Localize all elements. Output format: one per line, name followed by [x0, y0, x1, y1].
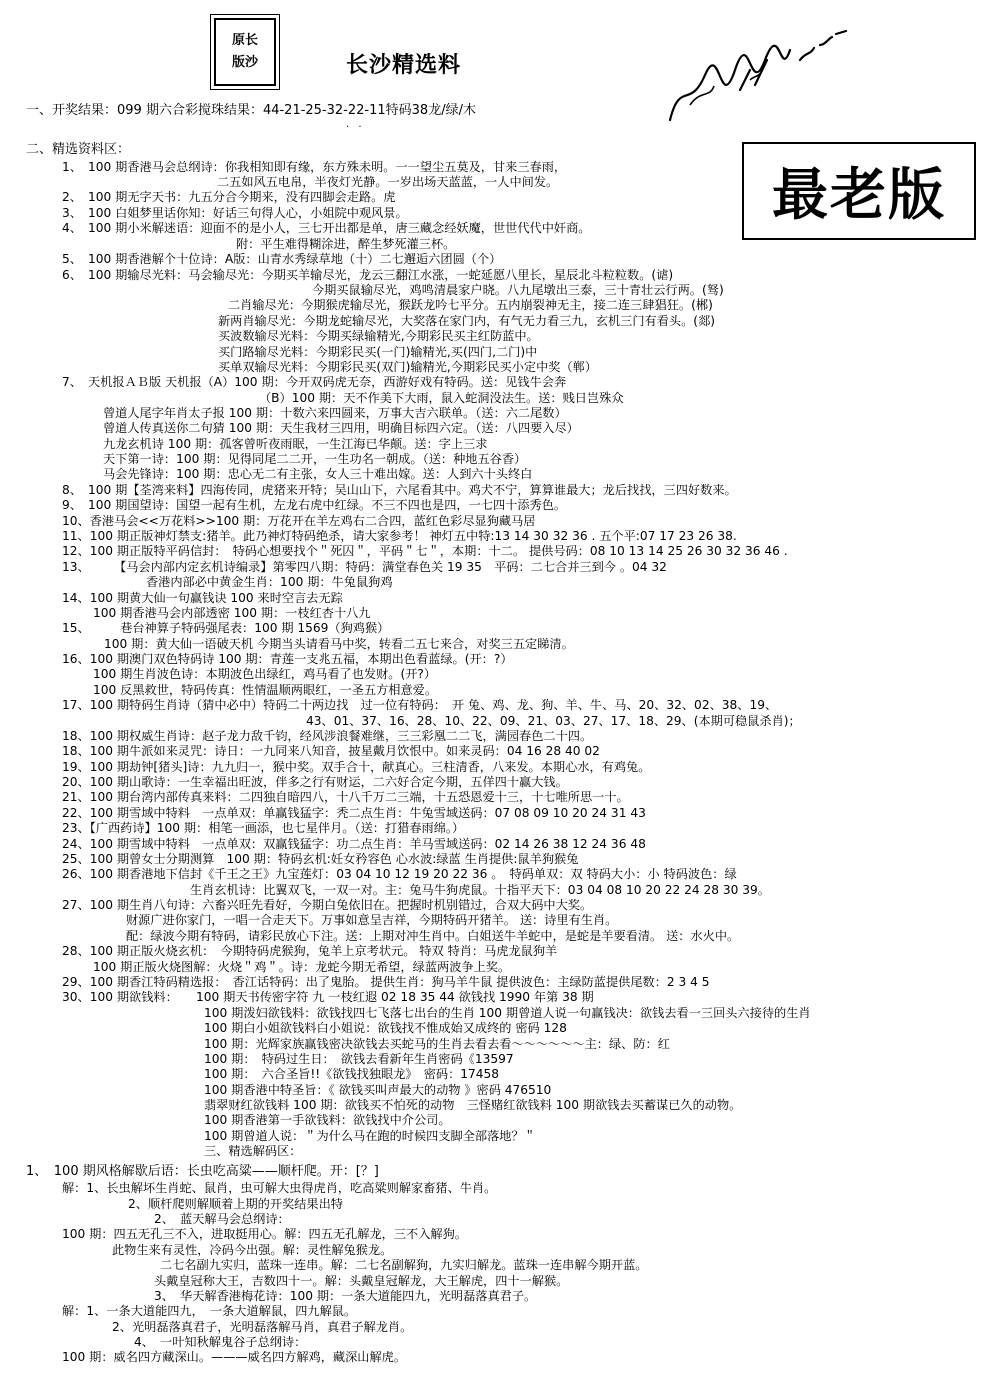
text-line: 买门路输尽光料：今期彩民买(一门)输精光,买(四门,二门)中 [218, 345, 538, 359]
text-line: 7、 天机报ＡＢ版 天机报（A）100 期：今开双码虎无奈，西游好戏有特码。送：见钱牛会奔 [62, 375, 567, 389]
text-line: 3、 华天解香港梅花诗：100 期：一条大道能四九，光明磊落真君子。 [154, 1289, 537, 1303]
text-line: 26、100 期香港地下信封《千王之王》九宝莲灯：03 04 10 12 19 20 22 36 。 特码单双：双 特码大小：小 特码波色：绿 [62, 867, 737, 881]
section-header-selected: 二、精选资料区： [26, 142, 131, 157]
text-line: 100 期曾道人说：＂为什么马在跑的时候四支脚全部落地？＂ [204, 1129, 536, 1143]
text-line: 100 期香港中特圣旨：《 欲钱买叫声最大的动物 》密码 476510 [204, 1083, 552, 1097]
text-line: 18、100 期牛派如来灵咒：诗日：一九同来八知音，披星戴月饮恨中。如来灵码：04 16 28 40 02 [62, 744, 600, 758]
text-line: 翡翠财红欲钱料 100 期：欲钱买不怕死的动物 三怪赌红欲钱料 100 期欲钱去买蓄谋已久的动物。 [204, 1098, 742, 1112]
text-line: 18、100 期权威生肖诗：赵子龙力敌千钧，经风涉浪餐难继，三三彩凰二二飞，满园春色二十四。 [62, 729, 593, 743]
stamp-line-1: 原长 [231, 33, 258, 48]
text-line: 100 期泼妇欲钱料：欲钱找四七飞落七出台的生肖 100 期曾道人说一句赢钱决：欲钱去看一三回头六接待的生肖 [204, 1006, 811, 1020]
text-line: 30、100 期欲钱料： 100 期天书传密字符 九 一枝红遐 02 18 35 44 欲钱找 1990 年第 38 期 [62, 990, 594, 1004]
text-line: 100 期：四五无孔三不入，进取挺用心。解：四五无孔解龙，三不入解狗。 [62, 1227, 467, 1241]
text-line: 3、 100 白姐梦里话你知：好话三句得人心，小姐院中观风景。 [62, 206, 408, 220]
text-line: 2、光明磊落真君子，光明磊落解马肖，真君子解龙肖。 [112, 1320, 413, 1334]
text-line: 100 期：黄大仙一语破天机 今期当头请看马中奖，转看二五七来合，对奖三五定睇清。 [104, 637, 574, 651]
text-line: 9、 100 期国望诗：国望一起有生机，左龙右虎中红绿。不三不四也是四，一七四十添秀色。 [62, 498, 567, 512]
text-line: 2、顺杆爬则解顺着上期的开奖结果出特 [128, 1197, 343, 1211]
text-line: 4、 100 期小米解迷语：迎面不的是小人，三七开出都是单，唐三藏念经妖魔，世世代代中奸商。 [62, 221, 591, 235]
stamp-line-2: 版沙 [231, 55, 258, 70]
text-line: 17、100 期特码生肖诗（猜中必中）特码二十两边找 过一位有特码： 开 兔、鸡、龙、狗、羊、牛、马、20、32、02、38、19、 [62, 698, 778, 712]
text-line: 二五如风五电帛，半夜灯光静。一岁出场天蓝蓝，一人中间发。 [217, 175, 559, 189]
text-line: 29、100 期香江特码精选报： 香江话特码：出了鬼胎。 提供生肖：狗马羊牛鼠 提供波色：主绿防蓝提供尾数：2 3 4 5 [62, 975, 710, 989]
text-line: 11、100 期正版神灯禁支:猪羊。此乃神灯特码绝杀，请大家参考！ 神灯五中特:13 14 30 32 36 . 五个平:07 17 23 26 38. [62, 529, 737, 543]
text-line: 25、100 期曾女士分期测算 100 期：特码玄机:妊女矜容色 心水波:绿蓝 生肖提供:鼠羊狗猴兔 [62, 852, 579, 866]
text-line: 19、100 期劫钟[猪头]诗：九九归一，猴中奖。双手合十，献真心。三柱清香，八来发。本期心水，有鸡兔。 [62, 760, 651, 774]
text-line: 100 期正版火烧图解：火烧＂鸡＂。诗：龙蛇今期无希望，绿蓝两波争上奖。 [93, 960, 511, 974]
text-line: 6、 100 期输尽光料：马会输尽光：今期买羊输尽光，龙云三翻江水涨，一蛇延愿八里长，星辰北斗粒粒数。(谑) [62, 268, 674, 282]
text-line: 8、 100 期【荃湾来料】四海传同，虎猪来开特；吴山山下，六尾看其中。鸡犬不宁，算算谁最大；龙后找找，三四好数来。 [62, 483, 737, 497]
text-line: 2、 100 期无字天书：九五分合今期来，没有四脚会走路。虎 [62, 190, 396, 204]
text-line: 解：1、长虫解坏生肖蛇、鼠肖，虫可解大虫得虎肖，吃高粱则解家畜猪、牛肖。 [62, 1181, 497, 1195]
text-line: 100 期生肖波色诗：本期波色出绿红，鸡马看了也发财。(开?） [93, 667, 437, 681]
text-line: 10、香港马会<<万花料>>100 期：万花开在羊左鸡右二合四，蓝红色彩尽显狗藏马居 [62, 514, 536, 528]
text-line: 5、 100 期香港解个十位诗：A版：山青水秀绿草地（十）二七邂逅六团圆（个） [62, 252, 502, 266]
text-line: 12、100 期正版特平码信封： 特码心想要找个＂死囚＂，平码＂七＂，本期：十二。 提供号码：08 10 13 14 25 26 30 32 36 46 . [62, 544, 788, 558]
text-line: 买单双输尽光料：今期彩民买(双门)输精光,今期彩民买小定中奖（郸） [218, 360, 598, 374]
text-line: 22、100 期雪域中特料 一点单双：单赢钱猛字：秃二点生肖：牛兔雪域送码：07 08 09 10 20 24 31 43 [62, 806, 646, 820]
text-line: 香港内部必中黄金生肖：100 期：牛兔鼠狗鸡 [146, 575, 393, 589]
text-line: 曾道人传真送你二句猜 100 期：天生我材三四用，明确目标四六定。（送：八四要入尽） [103, 421, 579, 435]
text-line: 24、100 期雪域中特料 一点单双：双赢钱猛字：功二点生肖：羊马雪域送码：02 14 26 38 12 24 36 48 [62, 837, 646, 851]
text-line: 28、100 期正版火烧玄机： 今期特码虎猴狗，兔羊上京考状元。 特双 特肖：马虎龙鼠狗羊 [62, 944, 558, 958]
text-line: 100 期白小姐欲钱料白小姐说：欲钱找不惟成始又成终的 密码 128 [204, 1021, 567, 1035]
text-line: 20、100 期山歌诗：一生幸福出旺波，伴多之行有财运，二六好合定今期，五佯四十赢大钱。 [62, 775, 568, 789]
text-line: 100 期香港第一手欲钱料：欲钱找中介公司。 [204, 1113, 451, 1127]
text-line: 新两肖输尽光：今期龙蛇输尽光，大奖落在家门内，有气无力看三九，玄机三门有看头。(郯) [218, 314, 716, 328]
text-line: 此物生来有灵性，冷码今出强。解：灵性解兔猴龙。 [112, 1243, 393, 1257]
text-line: 16、100 期澳门双色特码诗 100 期：青莲一支兆五福，本期出色看蓝绿。(开：?） [62, 652, 513, 666]
text-line: 财源广进你家门，一唱一合走天下。万事如意呈吉祥，今期特码开猪羊。 送：诗里有生肖。 [126, 913, 618, 927]
text-line: 4、 一叶知秋解鬼谷子总纲诗： [134, 1335, 307, 1349]
text-line: 二七名副九实归，蓝珠一连串。解：二七名副解狗，九实归解龙。蓝珠一连串解今期开蓝。 [160, 1258, 648, 1272]
decorative-dots: · · [346, 122, 365, 133]
page-title: 长沙精选料 [346, 53, 462, 78]
text-line: 100 期： 特码过生日： 欲钱去看新年生肖密码《13597 [204, 1052, 514, 1066]
text-line: 解：1、一条大道能四九， 一条大道解鼠，四九解鼠。 [62, 1304, 357, 1318]
text-line: 14、100 期黄大仙一句赢钱诀 100 来时空言去无踪 [62, 591, 343, 605]
text-line: 二肖输尽光：今期猴虎输尽光，猴跃龙吟七平分。五内崩裂神无主，接二连三肆猖狂。(郴) [228, 298, 713, 312]
text-line: 100 期香港马会内部透密 100 期：一枝红杏十八九 [93, 606, 371, 620]
handwritten-signature [650, 20, 850, 130]
text-line: 43、01、37、16、28、10、22、09、21、03、27、17、18、29、(本期可稳鼠杀肖)； [306, 714, 801, 728]
section-header-decode: 1、 100 期风格解歇后语：长虫吃高粱——顺杆爬。开：[？] [26, 1164, 379, 1179]
text-line: 100 期：光辉家族赢钱密决欲钱去买蛇马的生肖去看去看～～～～～～主：绿、防：红 [204, 1037, 670, 1051]
text-line: 买波数输尽光料：今期买绿输精光,今期彩民买主红防蓝中。 [218, 329, 539, 343]
text-line: 100 期：威名四方藏深山。———威名四方解鸡，藏深山解虎。 [62, 1350, 407, 1364]
text-line: 马会先锋诗：100 期：忠心无二有主张，女人三十难出嫁。送：人到六十头终白 [103, 467, 533, 481]
text-line: 配：绿波今期有特码，请彩民放心下注。送：上期对冲生肖中。白姐送牛羊蛇中，是蛇是羊要看清。 送：水火中。 [126, 929, 740, 943]
section-draw-result: 一、开奖结果：099 期六合彩搅珠结果：44-21-25-32-22-11特码38龙/绿/木 [26, 103, 476, 118]
text-line: 23、【广西药诗】100 期：相笔一画添，也七星伴月。（送：打猎春雨绵。） [62, 821, 465, 835]
text-line: 生肖玄机诗：比翼双飞，一双一对。主：兔马牛狗虎鼠。十指平天下：03 04 08 10 20 22 24 28 30 39。 [190, 883, 770, 897]
text-line: （B）100 期：天不作美下大雨，鼠入蛇洞没法生。送：贱日岂殊众 [259, 391, 624, 405]
text-line: 三、精选解码区： [204, 1144, 302, 1158]
text-line: 头戴皇冠称大王，吉数四十一。解：头戴皇冠解龙，大王解虎，四十一解猴。 [154, 1274, 569, 1288]
text-line: 100 期： 六合圣旨!!《欲钱找独眼龙》 密码：17458 [204, 1067, 500, 1081]
text-line: 2、 蓝天解马会总纲诗： [154, 1212, 290, 1226]
original-edition-stamp [214, 18, 276, 86]
text-line: 21、100 期台湾内部传真来料：二四独自暗四八，十八千万二三端，十五恐恩爱十三，十七唯所思一十。 [62, 790, 629, 804]
text-line: 附：平生难得糊涂进，醉生梦死灌三杯。 [236, 237, 456, 251]
oldest-edition-badge: 最老版 [742, 142, 976, 240]
text-line: 天下第一诗：100 期：见得同尾二二开，一生功名一朝成。（送：种地五谷香） [103, 452, 527, 466]
text-line: 今期买鼠输尽光，鸡鸣清晨家户晓。八九尾墩出三泰，三十青壮云行两。(驽) [312, 283, 724, 297]
text-line: 九龙玄机诗 100 期：孤客曾听夜雨眠，一生江海已华颠。送：字上三求 [103, 437, 488, 451]
text-line: 13、 【马会内部内定玄机诗编录】第零四八期：特码：满堂春色关 19 35 平码：二七合并三到今 。04 32 [62, 560, 667, 574]
text-line: 15、 巷台神算子特码强尾表：100 期 1569（狗鸡猴） [62, 621, 390, 635]
text-line: 1、 100 期香港马会总纲诗：你我相知即有缘，东方殊未明。一一望尘五莫及，甘来三春雨， [62, 160, 567, 174]
text-line: 曾道人尾字年肖太子报 100 期：十数六来四圆来，万事大吉六联单。（送：六二尾数） [103, 406, 567, 420]
text-line: 100 反黑救世，特码传真：性情温顺两眼红，一圣五方相意爱。 [93, 683, 438, 697]
text-line: 27、100 期生肖八句诗：六畜兴旺先看好，今期白兔依旧在。把握时机别错过，合双大码中大奖。 [62, 898, 593, 912]
